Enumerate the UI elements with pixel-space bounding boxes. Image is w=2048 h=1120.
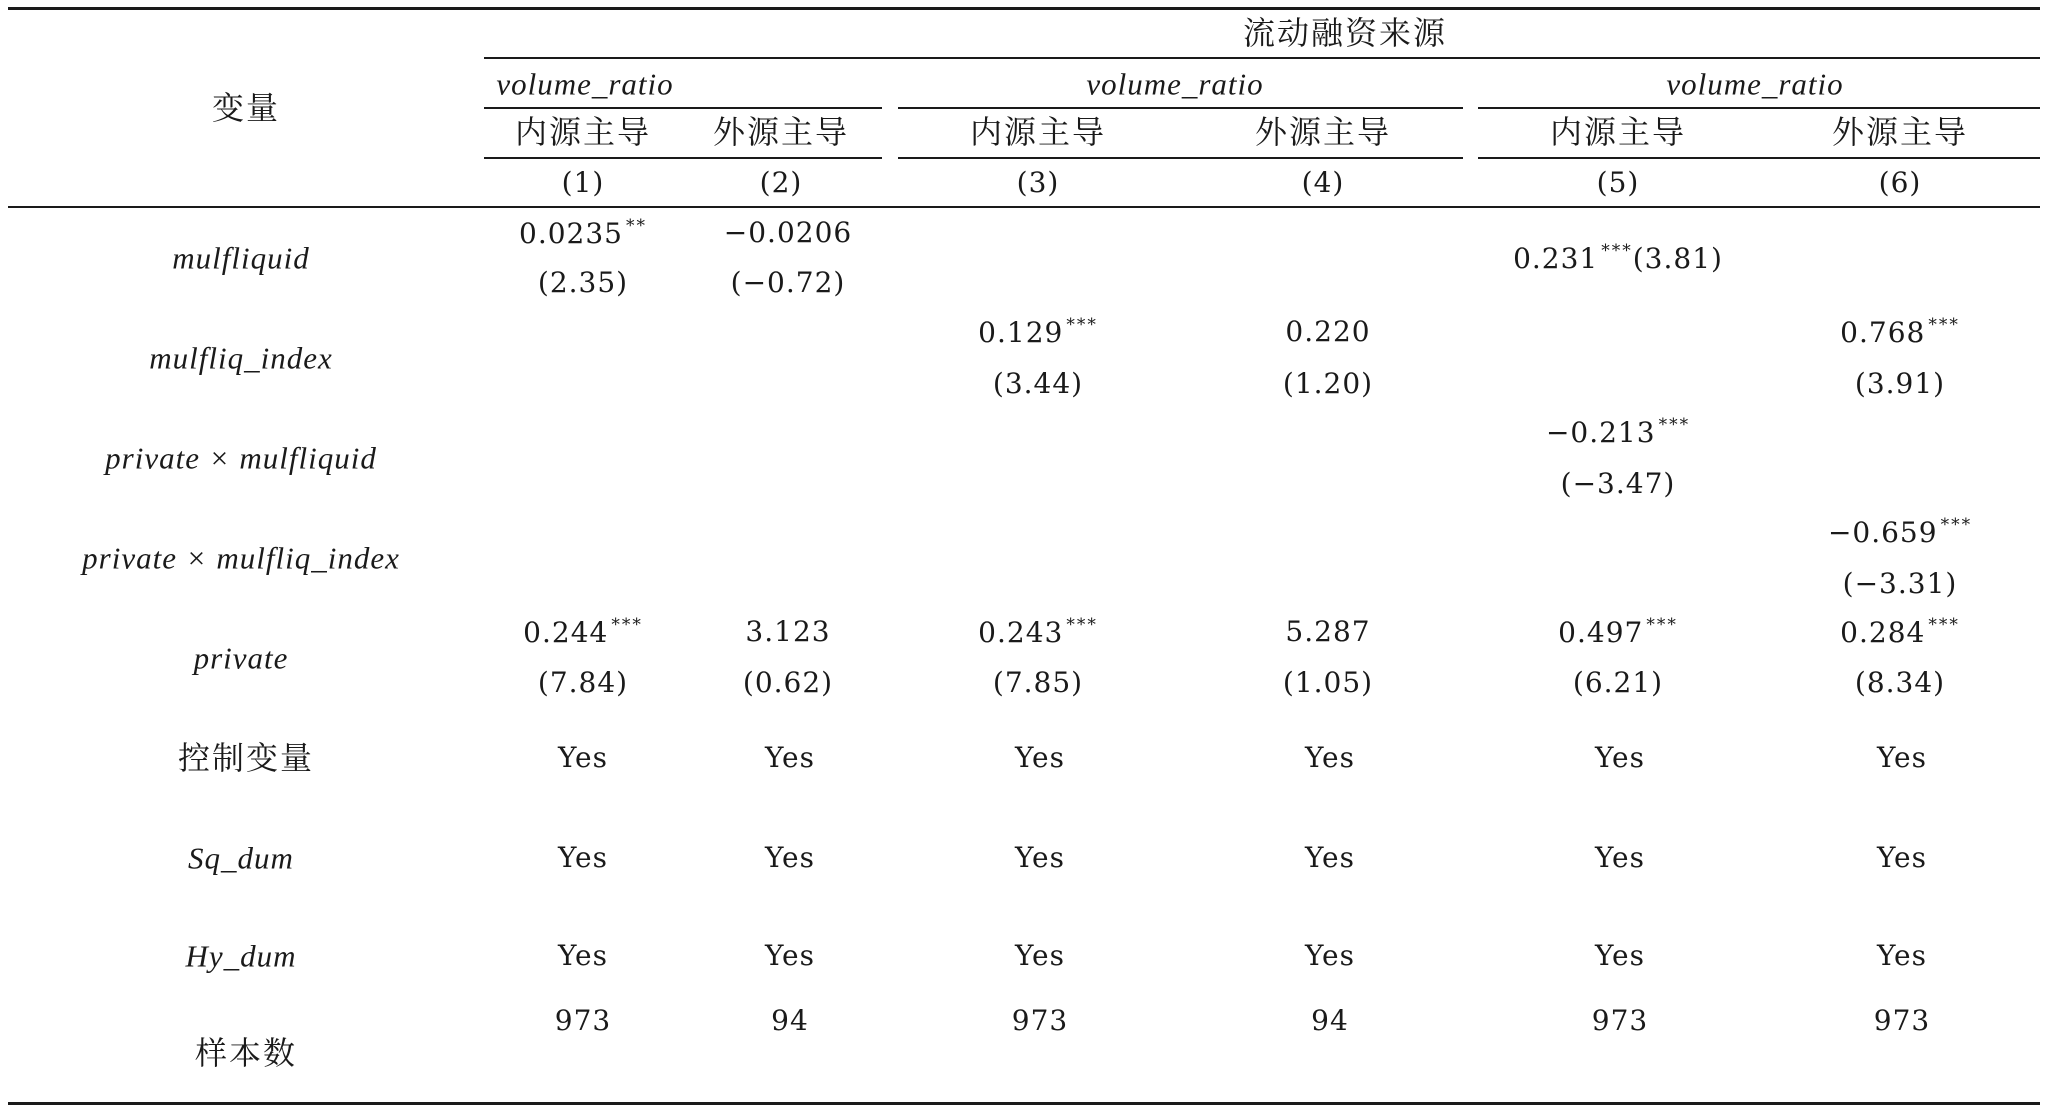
controls-c2: Yes [765,741,815,774]
coef-private-c5: 0.497 *** [1558,615,1678,649]
col-num-1: (1) [561,166,605,199]
n-obs-c2: 94 [771,1004,809,1037]
hy-dum-c2: Yes [765,939,815,972]
group-header: 流动融资来源 [1242,14,1448,52]
coef-private-x-mulfliq-index-c6: −0.659 *** [1827,515,1973,549]
sq-dum-c1: Yes [558,841,608,874]
tstat-mulfliq-index-c3: (3.44) [992,367,1084,400]
row-label-n-obs: 样本数 [194,1034,298,1072]
row-label-sq-dum: Sq_dum [188,840,294,876]
subgroup-rule-2 [898,157,1463,159]
tstat-private-c4: (1.05) [1282,666,1374,699]
row-label-mulfliquid: mulfliquid [172,240,310,276]
header-bottom-rule [8,206,2040,208]
table-bottom-rule [8,1102,2040,1105]
col-num-3: (3) [1016,166,1060,199]
subgroup-rule-1 [484,157,882,159]
col-num-5: (5) [1596,166,1640,199]
coef-private-c3: 0.243 *** [978,615,1098,649]
tstat-mulfliq-index-c6: (3.91) [1854,367,1946,400]
depvar-rule-1 [484,107,882,109]
subgroup-6: 外源主导 [1831,113,1969,151]
hy-dum-c5: Yes [1595,939,1645,972]
tstat-private-c2: (0.62) [742,666,834,699]
col-num-2: (2) [759,166,803,199]
coef-mulfliq-index-c6: 0.768 *** [1840,315,1960,349]
sq-dum-c3: Yes [1015,841,1065,874]
coef-private-c4: 5.287 [1285,615,1371,648]
col-num-4: (4) [1301,166,1345,199]
tstat-mulfliquid-c1: (2.35) [537,266,629,299]
subgroup-5: 内源主导 [1549,113,1687,151]
coef-mulfliquid-c5: 0.231 ***(3.81) [1513,241,1723,275]
row-label-mulfliq-index: mulfliq_index [149,340,333,376]
coef-mulfliq-index-c3: 0.129 *** [978,315,1098,349]
controls-c3: Yes [1015,741,1065,774]
depvar-rule-2 [898,107,1463,109]
subgroup-3: 内源主导 [969,113,1107,151]
coef-mulfliq-index-c4: 0.220 [1285,315,1371,348]
controls-c1: Yes [558,741,608,774]
sq-dum-c2: Yes [765,841,815,874]
controls-c6: Yes [1877,741,1927,774]
sq-dum-c4: Yes [1305,841,1355,874]
sq-dum-c6: Yes [1877,841,1927,874]
subgroup-rule-3 [1478,157,2040,159]
subgroup-2: 外源主导 [712,113,850,151]
coef-private-c2: 3.123 [745,615,831,648]
n-obs-c6: 973 [1873,1004,1931,1037]
row-label-private-x-mulfliquid: private × mulfliquid [105,440,377,476]
coef-private-c1: 0.244 *** [523,615,643,649]
sq-dum-c5: Yes [1595,841,1645,874]
coef-private-c6: 0.284 *** [1840,615,1960,649]
dep-var-3: volume_ratio [1666,66,1844,102]
tstat-private-c1: (7.84) [537,666,629,699]
stub-header: 变量 [211,89,281,127]
tstat-private-x-mulfliquid-c5: (−3.47) [1560,467,1676,500]
row-label-private-x-mulfliq-index: private × mulfliq_index [82,540,400,576]
coef-mulfliquid-c2: −0.0206 [723,216,853,249]
tstat-mulfliquid-c2: (−0.72) [730,266,846,299]
n-obs-c3: 973 [1011,1004,1069,1037]
hy-dum-c3: Yes [1015,939,1065,972]
group-rule [484,57,2040,59]
tstat-private-c6: (8.34) [1854,666,1946,699]
hy-dum-c4: Yes [1305,939,1355,972]
row-label-hy-dum: Hy_dum [185,938,297,974]
coef-private-x-mulfliquid-c5: −0.213 *** [1545,415,1691,449]
n-obs-c1: 973 [554,1004,612,1037]
depvar-rule-3 [1478,107,2040,109]
controls-c5: Yes [1595,741,1645,774]
hy-dum-c6: Yes [1877,939,1927,972]
tstat-private-x-mulfliq-index-c6: (−3.31) [1842,567,1958,600]
dep-var-2: volume_ratio [1086,66,1264,102]
col-num-6: (6) [1878,166,1922,199]
controls-c4: Yes [1305,741,1355,774]
row-label-controls: 控制变量 [177,739,315,777]
hy-dum-c1: Yes [558,939,608,972]
table-top-rule [8,7,2040,10]
n-obs-c4: 94 [1311,1004,1349,1037]
dep-var-1: volume_ratio [496,66,674,102]
row-label-private: private [193,640,289,676]
tstat-mulfliq-index-c4: (1.20) [1282,367,1374,400]
tstat-private-c3: (7.85) [992,666,1084,699]
tstat-private-c5: (6.21) [1572,666,1664,699]
subgroup-1: 内源主导 [514,113,652,151]
coef-mulfliquid-c1: 0.0235 ** [519,216,647,250]
subgroup-4: 外源主导 [1254,113,1392,151]
n-obs-c5: 973 [1591,1004,1649,1037]
